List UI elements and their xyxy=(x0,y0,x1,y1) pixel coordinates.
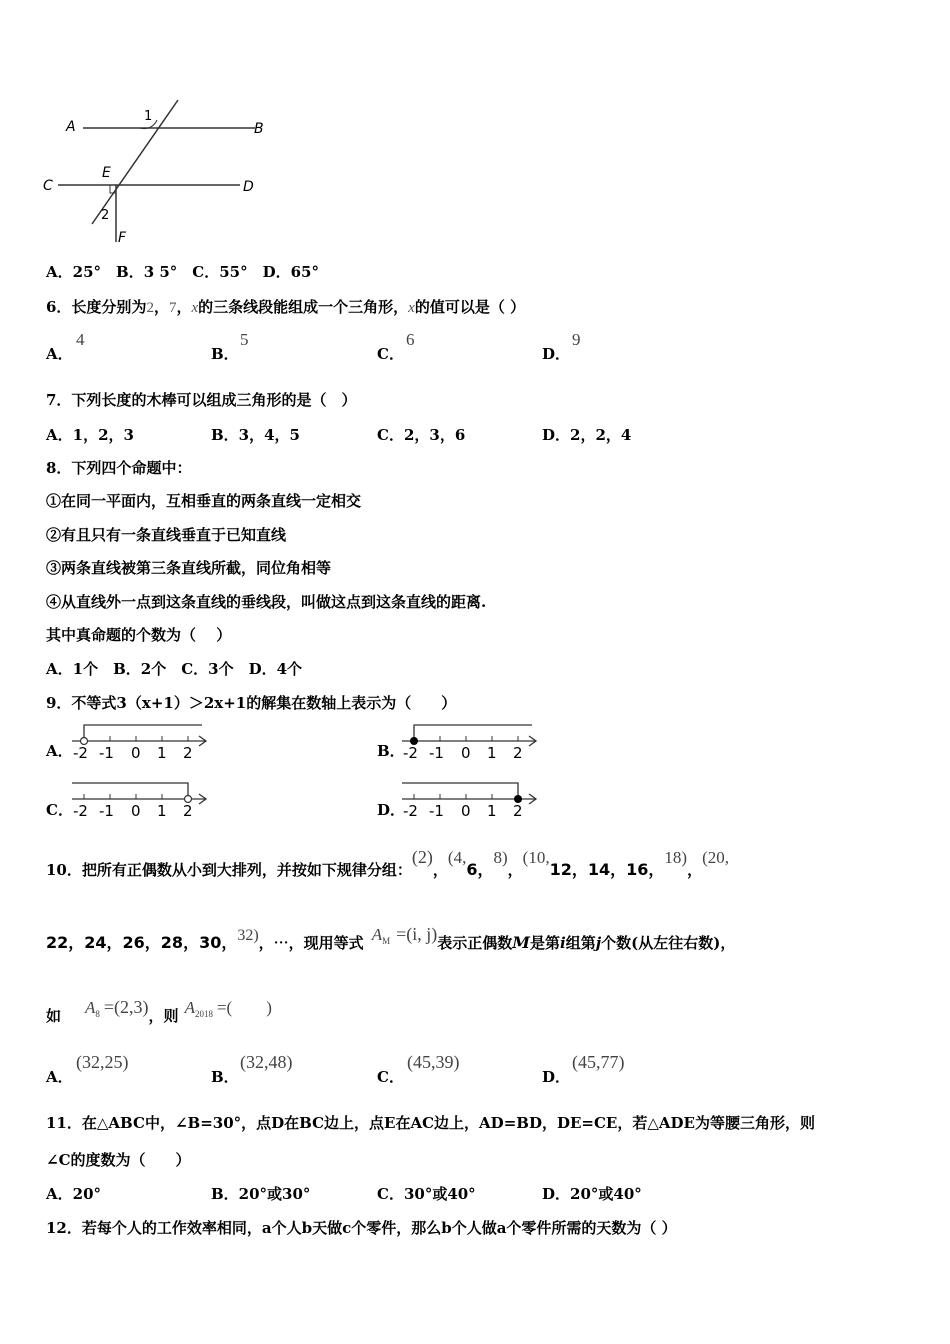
tick-label: 1 xyxy=(487,744,497,762)
q5-options: A．25° B．3 5° C．55° D．65° xyxy=(46,263,319,281)
q10-i: i xyxy=(560,934,566,952)
q11-option-a: A．20° xyxy=(46,1185,102,1203)
q11-stem-line-1: 11．在△ABC中，∠B=30°，点D在BC边上，点E在AC边上，AD=BD，DE=CE，若△ADE为等腰三角形，则 xyxy=(46,1114,815,1132)
q6-option-d-label: D． xyxy=(542,345,571,363)
q10-line3-prefix: 如 xyxy=(46,1007,62,1025)
label-e: E xyxy=(102,165,111,181)
q10-query-sub: 2018 xyxy=(194,1009,213,1019)
q10-j: j xyxy=(595,934,602,952)
tick-label: -2 xyxy=(403,744,418,762)
transversal-line xyxy=(92,100,178,224)
q6-v1: 2 xyxy=(146,300,154,316)
q10-option-a-label: A． xyxy=(46,1068,73,1086)
q10-group-3-mid: 12，14，16， xyxy=(549,860,665,879)
q10-query-lhs: A xyxy=(184,998,195,1017)
q6-v2: 7 xyxy=(168,300,177,316)
q10-line-1 xyxy=(46,845,729,879)
label-c: C xyxy=(43,178,53,194)
q10-ellipsis: ，⋯，现用等式 xyxy=(258,934,364,952)
tick-label: -1 xyxy=(429,744,444,762)
q10-group-2-mid: 6， xyxy=(466,860,494,879)
tick-label: 2 xyxy=(183,802,193,820)
q9-numberline-b xyxy=(398,722,548,764)
tick-label: 2 xyxy=(513,744,523,762)
q9-option-b-label: B． xyxy=(377,742,405,760)
label-angle-1: 1 xyxy=(144,109,153,124)
q10-M: M xyxy=(512,933,530,952)
q10-group-1: (2) xyxy=(411,847,433,867)
q10-query-rhs: =( ) xyxy=(216,998,272,1017)
q8-options: A．1个 B．2个 C．3个 D．4个 xyxy=(46,660,303,678)
q10-example-lhs: A xyxy=(85,998,96,1017)
tick-label: -1 xyxy=(99,744,114,762)
q10-line3-mid: ，则 xyxy=(148,1007,179,1025)
q10-option-a-value: (32,25) xyxy=(76,1052,129,1072)
q6-prefix: 6．长度分别为 xyxy=(46,298,147,316)
q6-option-c-value: 6 xyxy=(406,330,415,349)
solution-bracket xyxy=(84,725,202,741)
q10-example-sub: 8 xyxy=(95,1009,100,1019)
q8-item-2: ②有且只有一条直线垂直于已知直线 xyxy=(46,526,287,544)
q10-option-d-label: D． xyxy=(542,1068,571,1086)
tick-label: 0 xyxy=(461,744,471,762)
q9-option-a-label: A． xyxy=(46,742,73,760)
q11-option-d: D．20°或40° xyxy=(542,1185,642,1203)
solution-bracket xyxy=(402,783,518,799)
q10-line2-comma: ， xyxy=(720,934,736,952)
q10-option-c-value: (45,39) xyxy=(407,1052,460,1072)
label-b: B xyxy=(254,121,264,137)
q7-option-c: C．2，3，6 xyxy=(377,426,466,444)
q6-sep2: ， xyxy=(176,298,192,316)
q8-item-4: ④从直线外一点到这条直线的垂线段，叫做这点到这条直线的距离. xyxy=(46,593,487,611)
label-angle-2: 2 xyxy=(101,208,110,223)
q10-formula-lhs: A xyxy=(371,925,383,944)
q10-option-d-value: (45,77) xyxy=(572,1052,625,1072)
q6-option-d-value: 9 xyxy=(572,330,581,349)
q8-item-1: ①在同一平面内，互相垂直的两条直线一定相交 xyxy=(46,492,362,510)
q11-stem-line-2: ∠C的度数为（ ） xyxy=(46,1151,191,1169)
solution-bracket xyxy=(414,725,532,741)
q10-paren-note: (从左往右数) xyxy=(631,934,721,952)
q6-option-b-value: 5 xyxy=(240,330,249,349)
solution-bracket xyxy=(72,783,188,799)
q7-option-a: A．1，2，3 xyxy=(46,426,134,444)
tick-label: 0 xyxy=(131,744,141,762)
q12-stem: 12．若每个人的工作效率相同，a个人b天做c个零件，那么b个人做a个零件所需的天数为（ ） xyxy=(46,1219,677,1237)
q6-option-b-label: B． xyxy=(211,345,239,363)
q10-group-3-open: (10, xyxy=(522,848,550,867)
q6-option-a-label: A． xyxy=(46,345,73,363)
tick-label: 2 xyxy=(513,802,523,820)
q7-stem: 7．下列长度的木棒可以组成三角形的是（ ） xyxy=(46,391,357,409)
q10-line-2 xyxy=(46,922,736,952)
tick-label: -1 xyxy=(429,802,444,820)
label-f: F xyxy=(118,230,127,246)
q10-group-2-open: (4, xyxy=(447,848,467,867)
q6-var: x xyxy=(191,300,199,316)
q10-option-b-value: (32,48) xyxy=(240,1052,293,1072)
q10-line2-nums: 22，24，26，28，30， xyxy=(46,933,238,952)
q7-option-d: D．2，2，4 xyxy=(542,426,632,444)
q10-prefix: 10．把所有正偶数从小到大排列，并按如下规律分组： xyxy=(46,861,412,879)
q9-stem: 9．不等式3（x+1）＞2x+1的解集在数轴上表示为（ ） xyxy=(46,694,457,712)
tick-label: -2 xyxy=(403,802,418,820)
q10-option-c-label: C． xyxy=(377,1068,404,1086)
q10-line2-mid2: 是第 xyxy=(529,934,560,952)
q10-group-4-open: (20, xyxy=(702,848,729,867)
q10-comma: ， xyxy=(687,861,703,879)
tick-label: 1 xyxy=(157,802,167,820)
q6-option-c xyxy=(377,343,404,364)
label-d: D xyxy=(243,179,254,195)
q10-group-2-close: 8) xyxy=(493,848,508,867)
q9-option-d-label: D． xyxy=(377,801,406,819)
tick-label: -2 xyxy=(73,744,88,762)
label-a: A xyxy=(66,119,76,135)
q10-option-b-label: B． xyxy=(211,1068,239,1086)
q10-comma: ， xyxy=(432,861,448,879)
q6-var2: x xyxy=(408,300,415,316)
q6-option-a xyxy=(46,343,73,364)
q9-numberline-d xyxy=(398,780,548,822)
q6-suffix: 的值可以是（ ） xyxy=(414,298,526,316)
q10-group-3-close: 18) xyxy=(664,848,688,867)
tick-label: 1 xyxy=(157,744,167,762)
tick-label: 1 xyxy=(487,802,497,820)
q6-option-a-value: 4 xyxy=(76,330,85,349)
q10-line2-end: 个数 xyxy=(601,934,632,952)
parallel-lines-figure xyxy=(40,92,280,252)
tick-label: 0 xyxy=(131,802,141,820)
q6-option-d xyxy=(542,343,570,364)
q6-stem xyxy=(46,296,525,317)
q11-option-c: C．30°或40° xyxy=(377,1185,476,1203)
q6-option-c-label: C． xyxy=(377,345,404,363)
q6-option-b xyxy=(211,343,239,364)
tick-label: -1 xyxy=(99,802,114,820)
q9-numberline-c xyxy=(68,780,218,822)
q11-option-b: B．20°或30° xyxy=(211,1185,311,1203)
q6-mid: 的三条线段能组成一个三角形， xyxy=(198,298,409,316)
tick-label: 2 xyxy=(183,744,193,762)
q10-line-3 xyxy=(46,993,272,1025)
q8-stem: 8．下列四个命题中： xyxy=(46,459,192,477)
q9-option-c-label: C． xyxy=(46,801,73,819)
q10-line2-mid3: 组第 xyxy=(565,934,596,952)
q7-option-b: B．3，4，5 xyxy=(211,426,300,444)
q10-formula-sub: M xyxy=(382,936,391,946)
q10-formula-rhs: =(i, j) xyxy=(396,924,438,944)
q10-example-rhs: =(2,3) xyxy=(103,997,149,1017)
q10-line2-mid: 表示正偶数 xyxy=(437,934,513,952)
tick-label: 0 xyxy=(461,802,471,820)
tick-label: -2 xyxy=(73,802,88,820)
q10-group-4-close: 32) xyxy=(237,927,259,944)
q8-question: 其中真命题的个数为（ ） xyxy=(46,626,232,644)
q6-sep1: ， xyxy=(153,298,169,316)
q9-numberline-a xyxy=(68,722,218,764)
q8-item-3: ③两条直线被第三条直线所截，同位角相等 xyxy=(46,559,332,577)
q10-comma: ， xyxy=(507,861,523,879)
